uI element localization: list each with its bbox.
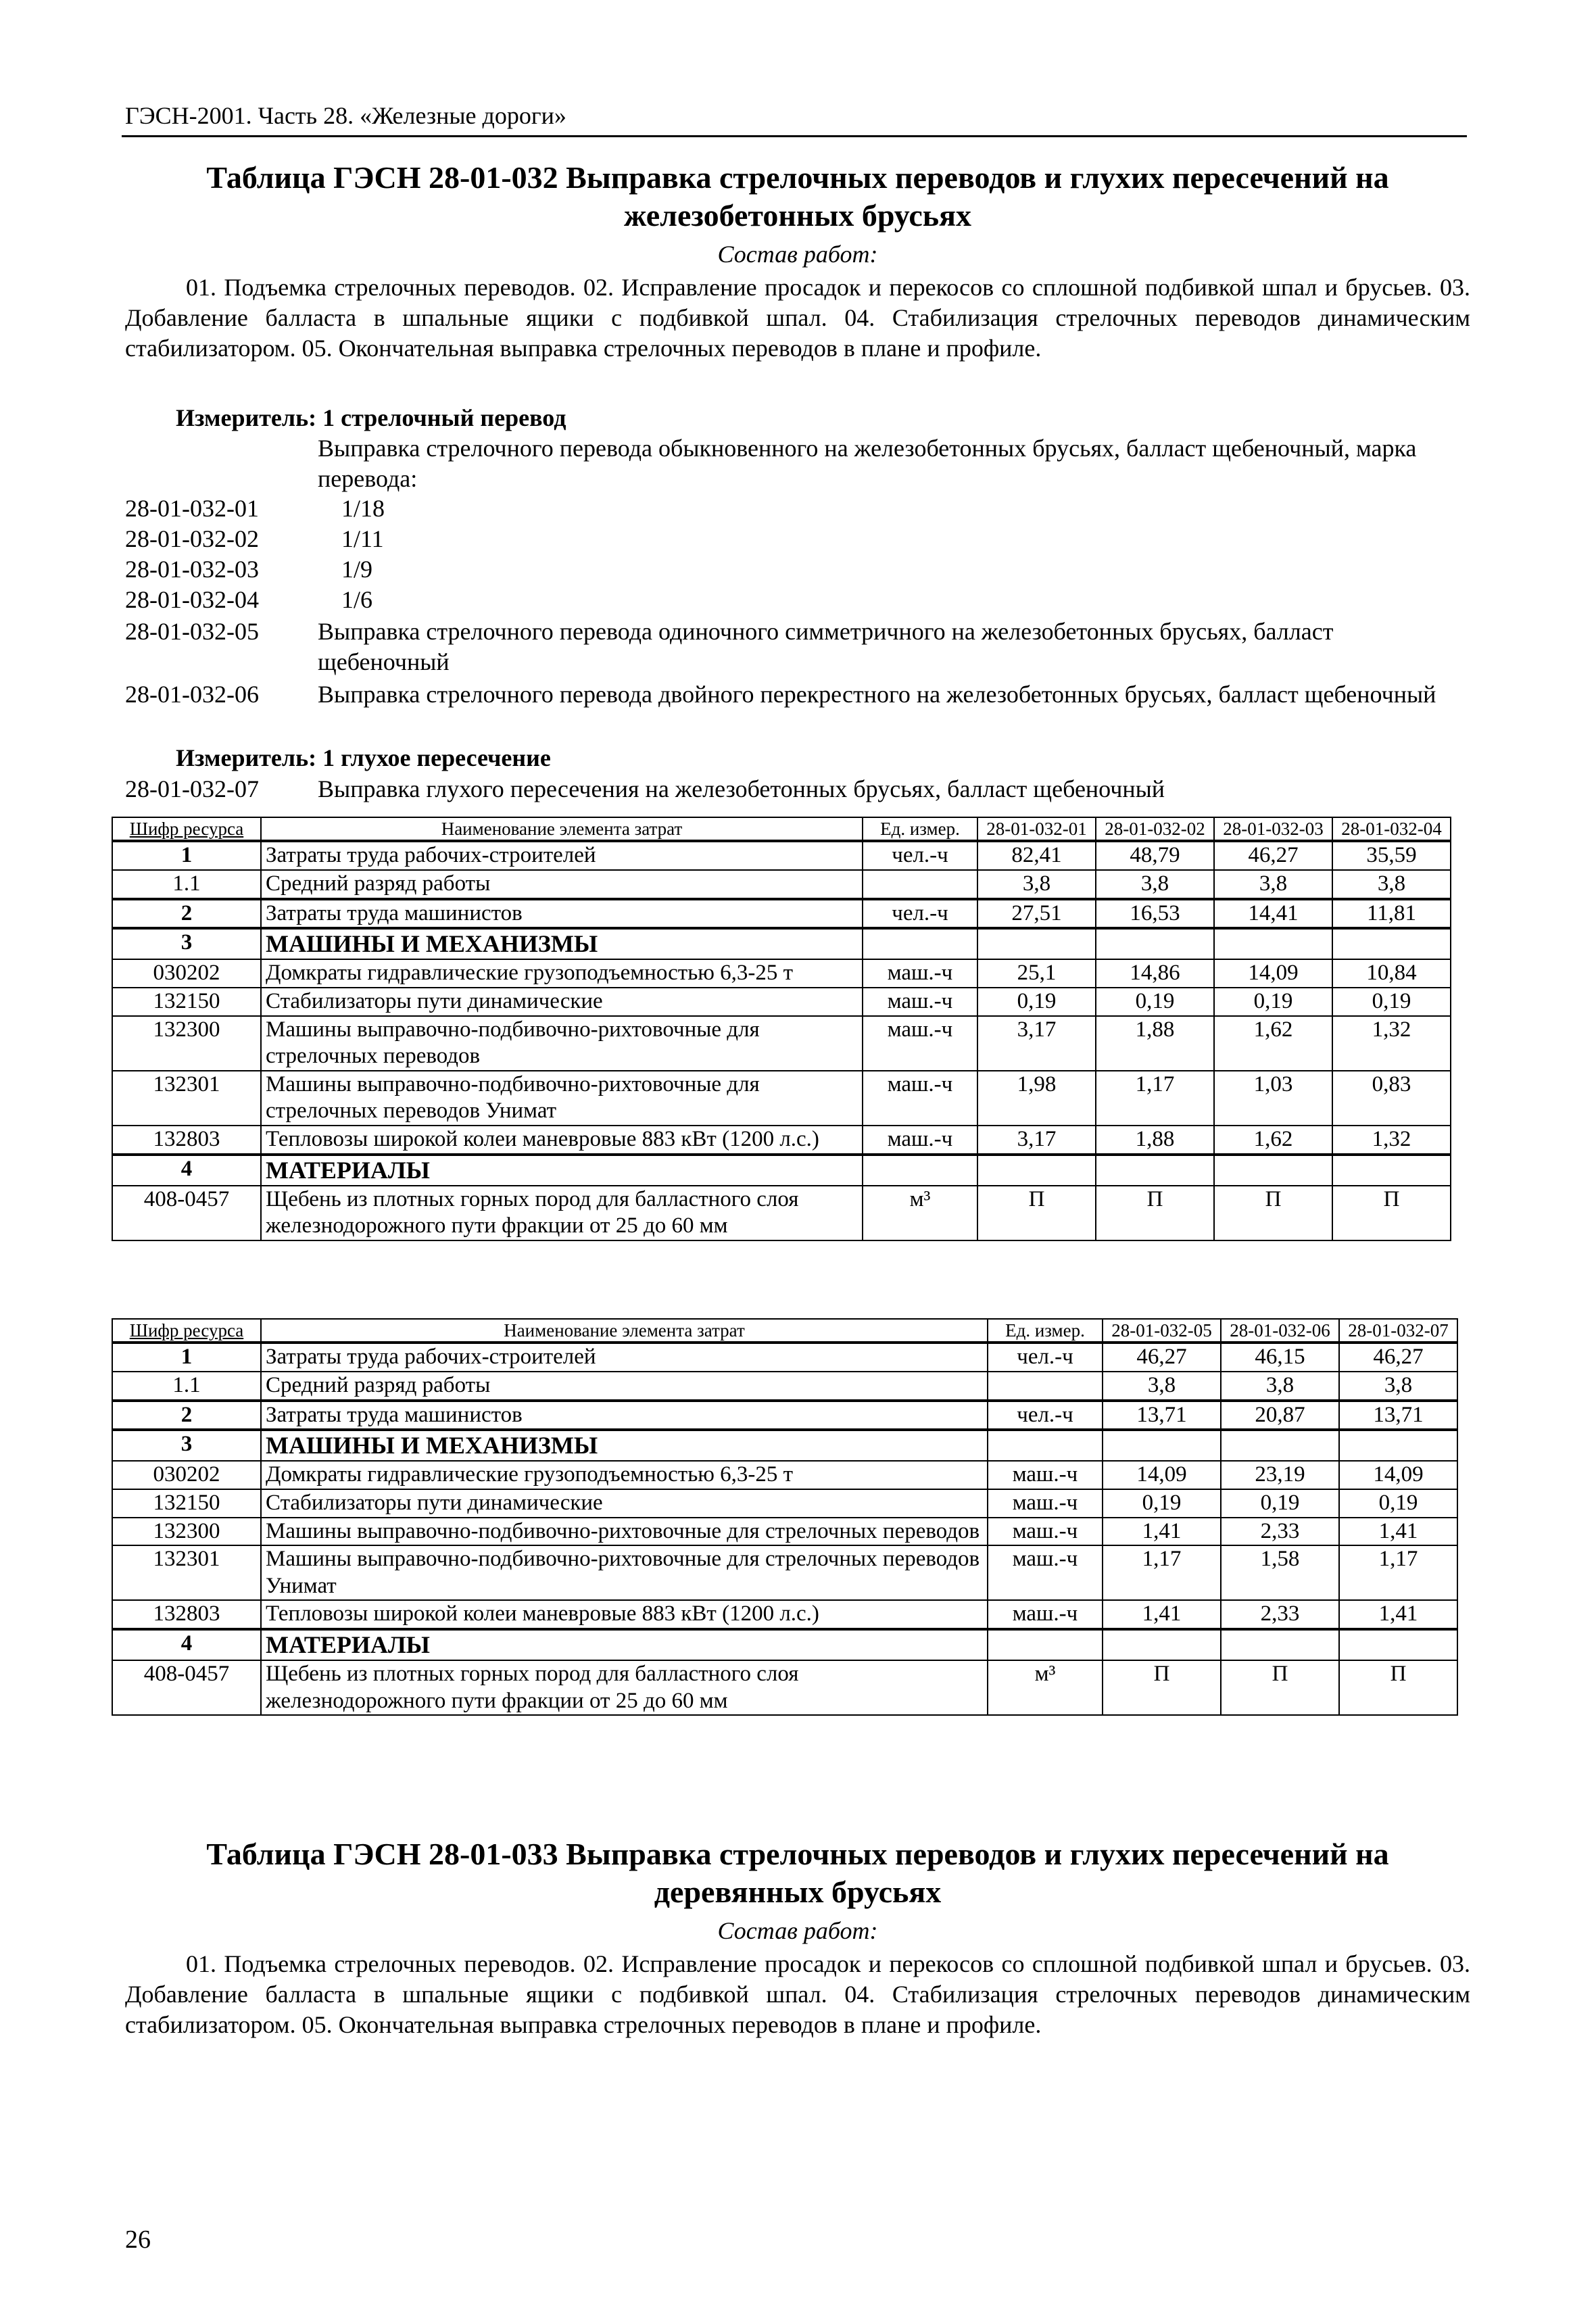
table-033-title-line2: деревянных брусьях — [654, 1875, 942, 1910]
section-title: МАШИНЫ И МЕХАНИЗМЫ — [261, 928, 863, 959]
resource-value: 20,87 — [1221, 1401, 1339, 1430]
resource-value: 1,17 — [1339, 1545, 1457, 1600]
table-032-work-label: Состав работ: — [717, 241, 878, 268]
resource-code: 132803 — [112, 1126, 261, 1155]
code-desc: 1/18 — [341, 495, 385, 522]
resource-value: 3,17 — [977, 1016, 1096, 1071]
resource-value: П — [1221, 1660, 1339, 1715]
resource-unit: чел.-ч — [988, 1401, 1103, 1430]
resource-code: 1 — [112, 1343, 261, 1372]
resource-value: 1,17 — [1103, 1545, 1221, 1600]
resource-value: 10,84 — [1332, 959, 1451, 988]
resource-name: Затраты труда машинистов — [261, 899, 863, 929]
code: 28-01-032-05 — [125, 618, 259, 645]
table-row — [112, 1186, 1451, 1240]
page-number: 26 — [125, 2225, 151, 2254]
resource-unit: маш.-ч — [863, 1071, 977, 1126]
resource-value: 48,79 — [1096, 841, 1214, 870]
col-header-06: 28-01-032-06 — [1221, 1319, 1339, 1343]
resource-unit — [988, 1372, 1103, 1401]
section-code: 4 — [112, 1629, 261, 1660]
resource-value: 0,83 — [1332, 1071, 1451, 1126]
resource-value: 3,17 — [977, 1126, 1096, 1155]
header-rule — [122, 135, 1467, 137]
section-row — [112, 1155, 1451, 1186]
code: 28-01-032-04 — [125, 586, 259, 613]
resource-value: П — [977, 1186, 1096, 1240]
resource-value: П — [1096, 1186, 1214, 1240]
resource-unit: маш.-ч — [863, 1126, 977, 1155]
table-row — [112, 1343, 1457, 1372]
resource-value: 1,58 — [1221, 1545, 1339, 1600]
resource-code: 132150 — [112, 1489, 261, 1518]
code: 28-01-032-02 — [125, 525, 259, 552]
col-header-07: 28-01-032-07 — [1339, 1319, 1457, 1343]
resource-value: 3,8 — [1214, 870, 1332, 899]
col-header-unit: Ед. измер. — [988, 1319, 1103, 1343]
table-032-work-text: 01. Подъемка стрелочных переводов. 02. Исправление просадок и перекосов со сплошной подбивкой шпал и брусьев. 03. Добавление балласта в шпальные ящики с подбивкой шпал. 04. Стабилизация стрелочных переводов динамическим стабилизатором. 05. Окончательная выправка стрелочных переводов в плане и профиле. — [125, 274, 1470, 362]
resource-code: 030202 — [112, 1461, 261, 1489]
table-row — [112, 1401, 1457, 1430]
table-row — [112, 1660, 1457, 1715]
resource-value: 46,27 — [1339, 1343, 1457, 1372]
code: 28-01-032-01 — [125, 495, 259, 522]
resource-value: 25,1 — [977, 959, 1096, 988]
resource-code: 408-0457 — [112, 1660, 261, 1715]
resource-value: 1,88 — [1096, 1126, 1214, 1155]
col-header-code: Шифр ресурса — [112, 1319, 261, 1343]
resource-value: 0,19 — [977, 988, 1096, 1016]
section-code: 4 — [112, 1155, 261, 1186]
resource-unit: маш.-ч — [988, 1518, 1103, 1546]
table-032-title — [122, 159, 1474, 235]
resource-value: 1,17 — [1096, 1071, 1214, 1126]
resource-name: Щебень из плотных горных пород для балластного слоя железнодорожного пути фракции от 25 до 60 мм — [261, 1660, 988, 1715]
resource-value: 1,41 — [1339, 1518, 1457, 1546]
resource-value: 0,19 — [1096, 988, 1214, 1016]
resource-value: 0,19 — [1332, 988, 1451, 1016]
resource-table-b — [112, 1318, 1458, 1716]
resource-unit: маш.-ч — [988, 1489, 1103, 1518]
resource-name: Машины выправочно-подбивочно-рихтовочные для стрелочных переводов — [261, 1518, 988, 1546]
section-code: 3 — [112, 1430, 261, 1461]
resource-value: 0,19 — [1221, 1489, 1339, 1518]
resource-value: 3,8 — [1221, 1372, 1339, 1401]
code: 28-01-032-03 — [125, 556, 259, 583]
measure-crossing: Измеритель: 1 глухое пересечение — [176, 744, 551, 771]
resource-name: Домкраты гидравлические грузоподъемностью 6,3-25 т — [261, 959, 863, 988]
table-033-title-line1: Таблица ГЭСН 28-01-033 Выправка стрелочных переводов и глухих пересечений на — [206, 1837, 1389, 1871]
resource-name: Стабилизаторы пути динамические — [261, 1489, 988, 1518]
table-row — [112, 870, 1451, 899]
resource-value: 13,71 — [1339, 1401, 1457, 1430]
col-header-02: 28-01-032-02 — [1096, 817, 1214, 841]
resource-code: 1.1 — [112, 870, 261, 899]
resource-code: 1.1 — [112, 1372, 261, 1401]
resource-value: 3,8 — [1103, 1372, 1221, 1401]
col-header-unit: Ед. измер. — [863, 817, 977, 841]
section-row — [112, 1430, 1457, 1461]
section-row — [112, 928, 1451, 959]
table-row — [112, 841, 1451, 870]
table-row — [112, 1016, 1451, 1071]
resource-value: 27,51 — [977, 899, 1096, 929]
resource-value: 0,19 — [1103, 1489, 1221, 1518]
resource-name: Машины выправочно-подбивочно-рихтовочные для стрелочных переводов — [261, 1016, 863, 1071]
table-row — [112, 1126, 1451, 1155]
table-033-work-text: 01. Подъемка стрелочных переводов. 02. Исправление просадок и перекосов со сплошной подбивкой шпал и брусьев. 03. Добавление балласта в шпальные ящики с подбивкой шпал. 04. Стабилизация стрелочных переводов динамическим стабилизатором. 05. Окончательная выправка стрелочных переводов в плане и профиле. — [125, 1950, 1470, 2038]
resource-unit: м³ — [863, 1186, 977, 1240]
resource-name: Средний разряд работы — [261, 1372, 988, 1401]
section-title: МАТЕРИАЛЫ — [261, 1629, 988, 1660]
resource-unit — [863, 870, 977, 899]
table-row — [112, 1372, 1457, 1401]
col-header-name: Наименование элемента затрат — [261, 1319, 988, 1343]
table-row — [112, 988, 1451, 1016]
section-title: МАТЕРИАЛЫ — [261, 1155, 863, 1186]
resource-value: 1,98 — [977, 1071, 1096, 1126]
resource-name: Затраты труда рабочих-строителей — [261, 1343, 988, 1372]
resource-code: 030202 — [112, 959, 261, 988]
resource-unit: м³ — [988, 1660, 1103, 1715]
table-row — [112, 899, 1451, 929]
resource-code: 132301 — [112, 1545, 261, 1600]
resource-unit: чел.-ч — [988, 1343, 1103, 1372]
code-desc: Выправка глухого пересечения на железобетонных брусьях, балласт щебеночный — [318, 775, 1165, 802]
resource-name: Тепловозы широкой колеи маневровые 883 кВт (1200 л.с.) — [261, 1600, 988, 1629]
resource-unit: маш.-ч — [863, 988, 977, 1016]
resource-value: 46,27 — [1214, 841, 1332, 870]
resource-table-a — [112, 817, 1451, 1241]
resource-unit: чел.-ч — [863, 841, 977, 870]
resource-value: 1,88 — [1096, 1016, 1214, 1071]
code: 28-01-032-06 — [125, 681, 259, 708]
col-header-name: Наименование элемента затрат — [261, 817, 863, 841]
measure-switch: Измеритель: 1 стрелочный перевод — [176, 404, 566, 431]
section-title: МАШИНЫ И МЕХАНИЗМЫ — [261, 1430, 988, 1461]
table-row — [112, 1461, 1457, 1489]
resource-name: Затраты труда машинистов — [261, 1401, 988, 1430]
resource-value: 3,8 — [1332, 870, 1451, 899]
resource-name: Тепловозы широкой колеи маневровые 883 кВт (1200 л.с.) — [261, 1126, 863, 1155]
table-row — [112, 1071, 1451, 1126]
code-desc: 1/9 — [341, 556, 373, 583]
running-header: ГЭСН-2001. Часть 28. «Железные дороги» — [125, 102, 566, 129]
resource-code: 132803 — [112, 1600, 261, 1629]
resource-value: 16,53 — [1096, 899, 1214, 929]
resource-value: 46,15 — [1221, 1343, 1339, 1372]
section-row — [112, 1629, 1457, 1660]
resource-value: 3,8 — [1339, 1372, 1457, 1401]
resource-value: 1,41 — [1103, 1518, 1221, 1546]
resource-value: 35,59 — [1332, 841, 1451, 870]
resource-value: 2,33 — [1221, 1518, 1339, 1546]
resource-unit: маш.-ч — [988, 1461, 1103, 1489]
section-code: 3 — [112, 928, 261, 959]
resource-value: 14,41 — [1214, 899, 1332, 929]
resource-unit: маш.-ч — [988, 1600, 1103, 1629]
resource-value: 13,71 — [1103, 1401, 1221, 1430]
resource-value: 0,19 — [1214, 988, 1332, 1016]
table-033-work-label: Состав работ: — [717, 1917, 878, 1944]
resource-unit: чел.-ч — [863, 899, 977, 929]
intro-text: Выправка стрелочного перевода обыкновенного на железобетонных брусьях, балласт щебеночный, марка перевода: — [318, 435, 1417, 492]
resource-code: 132300 — [112, 1016, 261, 1071]
col-header-03: 28-01-032-03 — [1214, 817, 1332, 841]
table-header-row — [112, 1319, 1457, 1343]
resource-name: Средний разряд работы — [261, 870, 863, 899]
resource-value: 0,19 — [1339, 1489, 1457, 1518]
table-row — [112, 959, 1451, 988]
resource-value: 23,19 — [1221, 1461, 1339, 1489]
resource-value: П — [1339, 1660, 1457, 1715]
resource-code: 2 — [112, 899, 261, 929]
resource-name: Машины выправочно-подбивочно-рихтовочные для стрелочных переводов Унимат — [261, 1545, 988, 1600]
resource-value: 3,8 — [977, 870, 1096, 899]
resource-code: 1 — [112, 841, 261, 870]
resource-name: Затраты труда рабочих-строителей — [261, 841, 863, 870]
resource-name: Щебень из плотных горных пород для балластного слоя железнодорожного пути фракции от 25 до 60 мм — [261, 1186, 863, 1240]
resource-unit: маш.-ч — [863, 1016, 977, 1071]
code: 28-01-032-07 — [125, 775, 259, 802]
table-row — [112, 1545, 1457, 1600]
col-header-04: 28-01-032-04 — [1332, 817, 1451, 841]
resource-value: 14,09 — [1339, 1461, 1457, 1489]
resource-name: Стабилизаторы пути динамические — [261, 988, 863, 1016]
resource-code: 132301 — [112, 1071, 261, 1126]
col-header-05: 28-01-032-05 — [1103, 1319, 1221, 1343]
resource-name: Машины выправочно-подбивочно-рихтовочные для стрелочных переводов Унимат — [261, 1071, 863, 1126]
resource-value: 1,62 — [1214, 1016, 1332, 1071]
code-desc: 1/6 — [341, 586, 373, 613]
resource-value: 14,09 — [1214, 959, 1332, 988]
resource-code: 132150 — [112, 988, 261, 1016]
resource-code: 2 — [112, 1401, 261, 1430]
table-header-row — [112, 817, 1451, 841]
resource-value: 3,8 — [1096, 870, 1214, 899]
resource-value: 14,09 — [1103, 1461, 1221, 1489]
resource-value: 1,41 — [1103, 1600, 1221, 1629]
table-032-title-line2: железобетонных брусьях — [623, 198, 972, 233]
table-row — [112, 1518, 1457, 1546]
resource-value: 11,81 — [1332, 899, 1451, 929]
resource-unit: маш.-ч — [988, 1545, 1103, 1600]
resource-value: 46,27 — [1103, 1343, 1221, 1372]
resource-value: 1,41 — [1339, 1600, 1457, 1629]
col-header-code: Шифр ресурса — [112, 817, 261, 841]
code-desc: Выправка стрелочного перевода одиночного симметричного на железобетонных брусьях, балласт щебеночный — [318, 618, 1334, 675]
resource-value: 82,41 — [977, 841, 1096, 870]
resource-value: 14,86 — [1096, 959, 1214, 988]
resource-value: 1,32 — [1332, 1126, 1451, 1155]
resource-code: 408-0457 — [112, 1186, 261, 1240]
table-row — [112, 1600, 1457, 1629]
code-desc: Выправка стрелочного перевода двойного перекрестного на железобетонных брусьях, балласт щебеночный — [318, 681, 1436, 708]
resource-value: 1,62 — [1214, 1126, 1332, 1155]
resource-value: П — [1214, 1186, 1332, 1240]
resource-name: Домкраты гидравлические грузоподъемностью 6,3-25 т — [261, 1461, 988, 1489]
resource-value: 2,33 — [1221, 1600, 1339, 1629]
resource-value: П — [1103, 1660, 1221, 1715]
table-row — [112, 1489, 1457, 1518]
resource-value: П — [1332, 1186, 1451, 1240]
resource-value: 1,32 — [1332, 1016, 1451, 1071]
col-header-01: 28-01-032-01 — [977, 817, 1096, 841]
resource-value: 1,03 — [1214, 1071, 1332, 1126]
table-032-title-line1: Таблица ГЭСН 28-01-032 Выправка стрелочных переводов и глухих пересечений на — [206, 160, 1389, 195]
code-desc: 1/11 — [341, 525, 384, 552]
resource-code: 132300 — [112, 1518, 261, 1546]
table-033-title — [122, 1835, 1474, 1911]
resource-unit: маш.-ч — [863, 959, 977, 988]
